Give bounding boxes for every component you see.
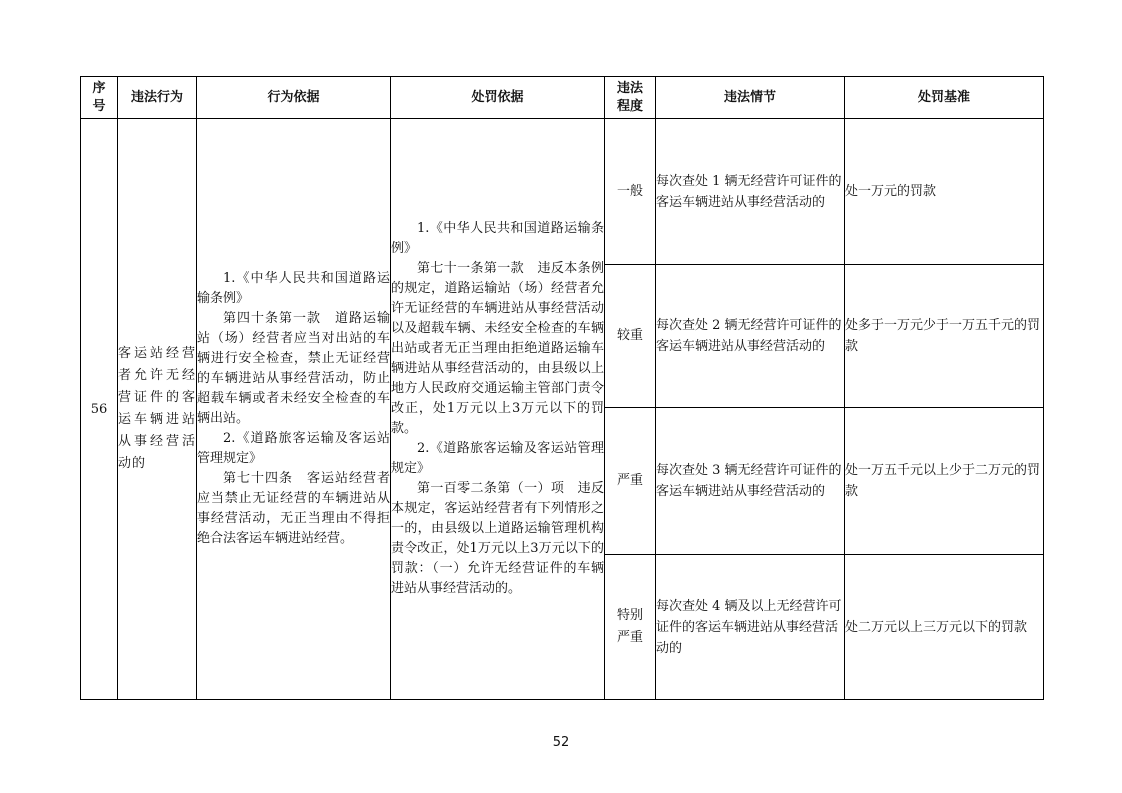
standard-cell: 处一万元的罚款 (845, 119, 1044, 265)
circumstances-cell: 每次查处 1 辆无经营许可证件的客运车辆进站从事经营活动的 (656, 119, 845, 265)
circumstances-cell: 每次查处 3 辆无经营许可证件的客运车辆进站从事经营活动的 (656, 408, 845, 555)
penalty-basis-article-2: 第一百零二条第（一）项 违反本规定，客运站经营者有下列情形之一的，由县级以上道路运输管理机构责令改正，处1万元以上3万元以下的罚款：（一）允许无经营证件的车辆进站从事经营活动的。 (391, 481, 604, 596)
degree-label: 较重 (616, 328, 643, 343)
degree-cell (605, 119, 656, 265)
header-circumstances: 违法情节 (656, 77, 845, 119)
degree-label: 严重 (616, 473, 643, 488)
header-penalty-basis: 处罚依据 (391, 77, 605, 119)
header-degree-line2: 程度 (616, 98, 643, 114)
degree-label-line2: 严重 (616, 630, 643, 645)
header-seq-line1: 序 (92, 80, 106, 96)
header-seq (81, 77, 118, 119)
header-degree (605, 77, 656, 119)
header-degree-line1: 违法 (616, 80, 643, 96)
header-seq-line2: 号 (92, 98, 106, 114)
standard-cell: 处一万五千元以上少于二万元的罚款 (845, 408, 1044, 555)
penalty-basis-article-1: 第七十一条第一款 违反本条例的规定，道路运输站（场）经营者允许无证经营的车辆进站从事经营活动以及超载车辆、未经安全检查的车辆出站或者无正当理由拒绝道路运输车辆进站从事经营活动的，由县级以上地方人民政府交通运输主管部门责令改正，处1万元以上3万元以下的罚款。 (391, 261, 604, 436)
circumstances-cell: 每次查处 4 辆及以上无经营许可证件的客运车辆进站从事经营活动的 (656, 555, 845, 700)
header-row (81, 77, 1044, 119)
conduct-basis-law-2: 2.《道路旅客运输及客运站管理规定》 (197, 431, 390, 466)
penalty-basis-law-2: 2.《道路旅客运输及客运站管理规定》 (391, 441, 604, 476)
standard-cell: 处二万元以上三万元以下的罚款 (845, 555, 1044, 700)
header-violation: 违法行为 (118, 77, 197, 119)
conduct-basis-law-1: 1.《中华人民共和国道路运输条例》 (197, 271, 390, 306)
conduct-basis-article-1: 第四十条第一款 道路运输站（场）经营者应当对出站的车辆进行安全检查，禁止无证经营的车辆进站从事经营活动，防止超载车辆或者未经安全检查的车辆出站。 (197, 311, 390, 426)
degree-cell (605, 265, 656, 408)
penalty-standard-table (80, 76, 1044, 700)
table-row (81, 119, 1044, 265)
conduct-basis-article-2: 第七十四条 客运站经营者应当禁止无证经营的车辆进站从事经营活动，无正当理由不得拒绝合法客运车辆进站经营。 (197, 471, 390, 546)
degree-cell (605, 555, 656, 700)
degree-cell (605, 408, 656, 555)
degree-label-line1: 特别 (616, 608, 643, 623)
conduct-basis-cell (197, 119, 391, 700)
standard-cell: 处多于一万元少于一万五千元的罚款 (845, 265, 1044, 408)
penalty-basis-cell (391, 119, 605, 700)
page-number: 52 (552, 735, 570, 750)
header-standard: 处罚基准 (845, 77, 1044, 119)
seq-cell: 56 (81, 119, 118, 700)
degree-label: 一般 (616, 183, 643, 199)
circumstances-cell: 每次查处 2 辆无经营许可证件的客运车辆进站从事经营活动的 (656, 265, 845, 408)
violation-cell: 客运站经营者允许无经营证件的客运车辆进站从事经营活动的 (118, 119, 197, 700)
header-conduct-basis: 行为依据 (197, 77, 391, 119)
penalty-basis-law-1: 1.《中华人民共和国道路运输条例》 (391, 221, 604, 256)
